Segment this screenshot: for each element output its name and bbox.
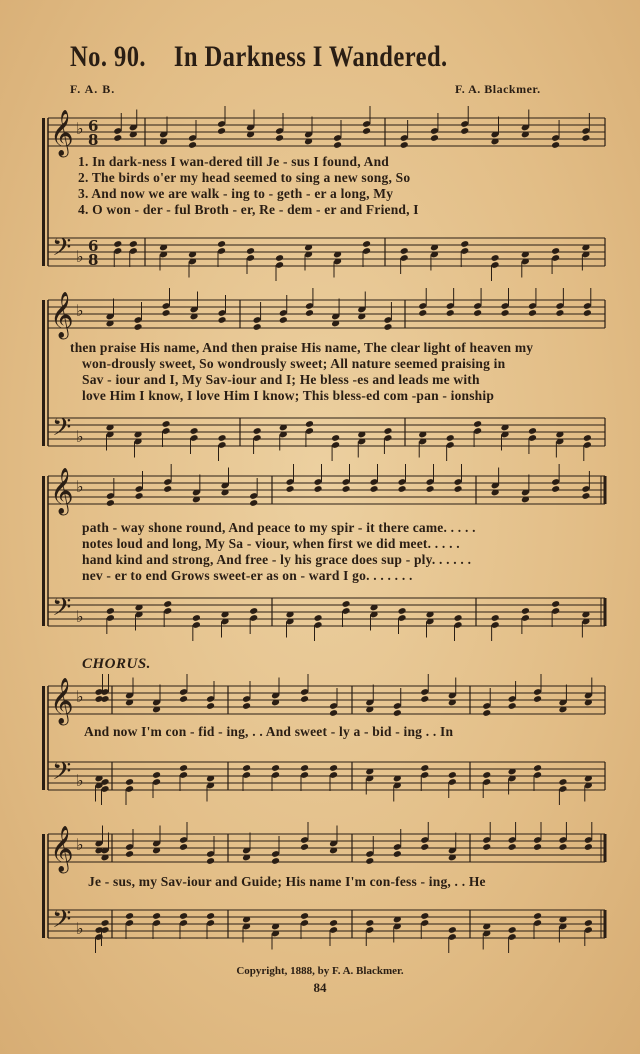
lyric-line: And now I'm con - fid - ing, . . And sweet - ly a - bid - ing . . In	[84, 724, 454, 739]
note-head	[584, 843, 593, 851]
note-head	[113, 240, 122, 248]
note-head	[206, 912, 215, 920]
lyric-line: won-drously sweet, So wondrously sweet; All nature seemed praising in	[82, 356, 506, 371]
lyric-line: Sav - iour and I, My Sav-iour and I; He bless -es and leads me with	[82, 372, 480, 387]
note-head	[162, 309, 171, 317]
note-head	[242, 702, 251, 710]
hymn-number: No. 90.	[70, 40, 146, 73]
note-head	[528, 309, 537, 317]
bass-clef: 𝄢	[52, 757, 72, 792]
note-head	[555, 309, 564, 317]
note-head	[420, 912, 429, 920]
note-head	[558, 778, 567, 786]
note-head	[583, 434, 592, 442]
note-head	[163, 600, 172, 608]
note-head	[275, 134, 284, 142]
note-head	[101, 695, 110, 703]
flat-key-signature: ♭	[76, 427, 84, 446]
lyric-line: nev - er to end Grows sweet-er as on - ward I go. . . . . . .	[82, 568, 413, 583]
lyric-line: hand kind and strong, And free - ly his grace does sup - ply. . . . . .	[82, 552, 472, 567]
note-head	[365, 919, 374, 927]
flat-key-signature: ♭	[76, 835, 84, 854]
note-head	[398, 607, 407, 615]
note-head	[362, 240, 371, 248]
bass-clef: 𝄢	[52, 413, 72, 448]
note-head	[533, 695, 542, 703]
note-head	[106, 499, 115, 507]
lyric-line: path - way shone round, And peace to my spir - it there came. . . . .	[82, 520, 476, 535]
note-head	[583, 309, 592, 317]
lyric-line: 3. And now we are walk - ing to - geth - er a long, My	[78, 186, 394, 201]
flat-key-signature: ♭	[76, 771, 84, 790]
copyright-notice: Copyright, 1888, by F. A. Blackmer.	[236, 965, 404, 977]
flat-key-signature: ♭	[76, 607, 84, 626]
page-number: 84	[313, 980, 327, 995]
note-head	[398, 485, 407, 493]
note-head	[446, 434, 455, 442]
note-head	[101, 919, 110, 927]
lyric-line: 1. In dark-ness I wan-dered till Je - sus I found, And	[78, 154, 389, 169]
note-head	[528, 427, 537, 435]
note-head	[383, 427, 392, 435]
note-head	[473, 309, 482, 317]
note-head	[271, 857, 280, 865]
lyric-line: notes loud and long, My Sa - viour, when first we did meet. . . . .	[82, 536, 460, 551]
note-head	[383, 323, 392, 331]
bass-clef: 𝄢	[52, 593, 72, 628]
note-head	[581, 492, 590, 500]
note-head	[217, 127, 226, 135]
note-head	[179, 695, 188, 703]
note-head	[393, 850, 402, 858]
note-head	[551, 600, 560, 608]
note-head	[218, 434, 227, 442]
treble-clef: 𝄞	[50, 110, 74, 156]
flat-key-signature: ♭	[76, 119, 84, 138]
note-head	[501, 309, 510, 317]
time-signature: 6	[88, 237, 99, 255]
note-head	[448, 926, 457, 934]
note-head	[179, 843, 188, 851]
note-head	[454, 485, 463, 493]
note-head	[192, 614, 201, 622]
note-head	[125, 778, 134, 786]
note-head	[242, 764, 251, 772]
note-head	[305, 420, 314, 428]
note-head	[253, 427, 262, 435]
note-head	[508, 702, 517, 710]
note-head	[179, 764, 188, 772]
note-head	[314, 485, 323, 493]
bass-clef: 𝄢	[52, 905, 72, 940]
note-head	[533, 912, 542, 920]
note-head	[533, 843, 542, 851]
note-head	[246, 247, 255, 255]
system-brace	[42, 686, 45, 790]
note-head	[300, 912, 309, 920]
note-head	[206, 702, 215, 710]
system-brace	[42, 300, 45, 446]
note-head	[206, 857, 215, 865]
music-credit: F. A. Blackmer.	[455, 82, 541, 96]
note-head	[482, 843, 491, 851]
lyric-line: then praise His name, And then praise His name, The clear light of heaven my	[70, 340, 534, 355]
flat-key-signature: ♭	[76, 477, 84, 496]
note-head	[400, 141, 409, 149]
note-head	[448, 771, 457, 779]
note-head	[393, 709, 402, 717]
note-head	[329, 919, 338, 927]
note-head	[113, 134, 122, 142]
system-brace	[42, 118, 45, 266]
note-head	[581, 134, 590, 142]
lyric-line: Je - sus, my Sav-iour and Guide; His name I'm con-fess - ing, . . He	[88, 874, 486, 889]
flat-key-signature: ♭	[76, 301, 84, 320]
note-head	[426, 485, 435, 493]
note-head	[162, 420, 171, 428]
note-head	[551, 141, 560, 149]
note-head	[508, 843, 517, 851]
flat-key-signature: ♭	[76, 687, 84, 706]
note-head	[253, 323, 262, 331]
note-head	[275, 254, 284, 262]
lyric-line: 4. O won - der - ful Broth - er, Re - dem - er and Friend, I	[78, 202, 419, 217]
flat-key-signature: ♭	[76, 919, 84, 938]
treble-clef: 𝄞	[50, 292, 74, 338]
note-head	[314, 614, 323, 622]
note-head	[106, 607, 115, 615]
time-signature: 6	[88, 117, 99, 135]
treble-clef: 𝄞	[50, 678, 74, 724]
note-head	[300, 843, 309, 851]
time-signature: 8	[88, 251, 99, 269]
note-head	[400, 247, 409, 255]
note-head	[218, 316, 227, 324]
note-head	[300, 695, 309, 703]
note-head	[329, 709, 338, 717]
time-signature: 8	[88, 131, 99, 149]
note-head	[125, 912, 134, 920]
note-head	[460, 127, 469, 135]
note-head	[342, 600, 351, 608]
note-head	[460, 240, 469, 248]
note-head	[249, 607, 258, 615]
note-head	[491, 254, 500, 262]
note-head	[300, 764, 309, 772]
note-head	[362, 127, 371, 135]
treble-clef: 𝄞	[50, 826, 74, 872]
note-head	[125, 850, 134, 858]
note-head	[533, 764, 542, 772]
note-head	[420, 843, 429, 851]
lyric-line: 2. The birds o'er my head seemed to sing a new song, So	[78, 170, 411, 185]
note-head	[454, 614, 463, 622]
note-head	[135, 492, 144, 500]
note-head	[279, 316, 288, 324]
note-head	[134, 323, 143, 331]
note-head	[491, 614, 500, 622]
note-head	[482, 771, 491, 779]
note-head	[508, 926, 517, 934]
note-head	[152, 912, 161, 920]
note-head	[420, 764, 429, 772]
bass-clef: 𝄢	[52, 233, 72, 268]
note-head	[521, 607, 530, 615]
hymn-title-text: In Darkness I Wandered.	[173, 40, 448, 73]
lyric-line: love Him I know, I love Him I know; This bless-ed com -pan - ionship	[82, 388, 495, 403]
note-head	[446, 309, 455, 317]
note-head	[286, 485, 295, 493]
note-head	[163, 485, 172, 493]
note-head	[129, 240, 138, 248]
treble-clef: 𝄞	[50, 468, 74, 514]
note-head	[342, 485, 351, 493]
note-head	[551, 247, 560, 255]
note-head	[558, 843, 567, 851]
flat-key-signature: ♭	[76, 247, 84, 266]
note-head	[370, 485, 379, 493]
note-head	[430, 134, 439, 142]
note-head	[179, 912, 188, 920]
note-head	[333, 141, 342, 149]
note-head	[217, 240, 226, 248]
note-head	[249, 499, 258, 507]
note-head	[331, 434, 340, 442]
note-head	[584, 919, 593, 927]
note-head	[190, 427, 199, 435]
system-brace	[42, 476, 45, 626]
note-head	[329, 764, 338, 772]
note-head	[365, 857, 374, 865]
note-head	[473, 420, 482, 428]
note-head	[305, 309, 314, 317]
note-head	[188, 141, 197, 149]
note-head	[271, 764, 280, 772]
words-credit: F. A. B.	[70, 82, 116, 96]
note-head	[418, 309, 427, 317]
note-head	[482, 709, 491, 717]
chorus-label: CHORUS.	[82, 656, 151, 672]
note-head	[152, 771, 161, 779]
system-brace	[42, 834, 45, 938]
note-head	[551, 485, 560, 493]
note-head	[420, 695, 429, 703]
